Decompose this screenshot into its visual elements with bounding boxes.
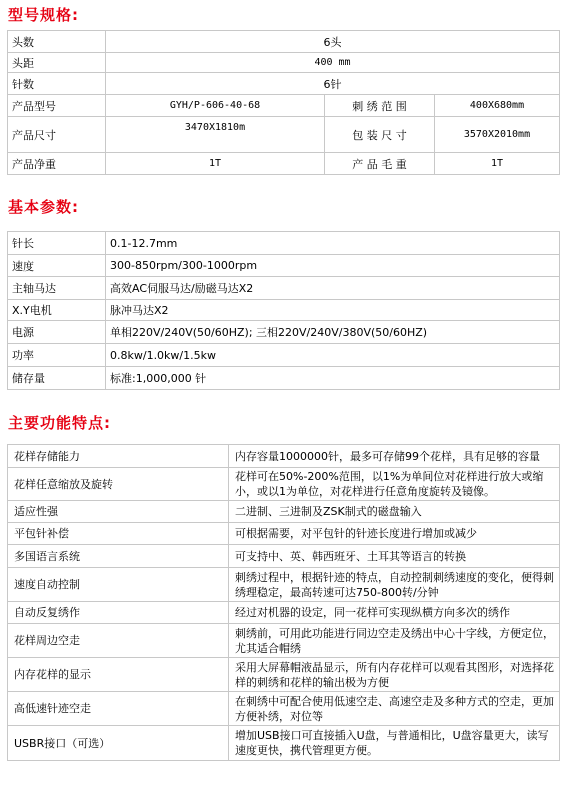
feature-value: 采用大屏幕帽液晶显示，所有内存花样可以观看其图形，对选择花样的刺绣和花样的输出极为方便	[229, 658, 560, 692]
feature-value: 花样可在50%-200%范围，以1%为单间位对花样进行放大或缩小，或以1为单位，对花样进行任意角度旋转及镜像。	[229, 468, 560, 501]
feature-value: 刺绣过程中，根据针迹的特点，自动控制刺绣速度的变化，便得刺绣理稳定，最高转速可达750-800转/分钟	[229, 568, 560, 602]
param-label: 储存量	[8, 367, 106, 390]
feature-label: 花样任意缩放及旋转	[8, 468, 229, 501]
feature-value: 增加USB接口可直接插入U盘，与普通相比，U盘容量更大，读写速度更快，携代管理更方便。	[229, 726, 560, 761]
param-row	[8, 277, 560, 300]
feature-label: 多国语言系统	[8, 545, 229, 568]
param-row	[8, 367, 560, 390]
feature-label: 平包针补偿	[8, 523, 229, 545]
size-value: 3470X1810m	[106, 117, 325, 153]
param-value: 0.1-12.7mm	[106, 232, 560, 255]
pack-value: 3570X2010mm	[435, 117, 560, 153]
heads-label: 头数	[8, 31, 106, 53]
feature-label: 高低速针迹空走	[8, 692, 229, 726]
feature-label: 速度自动控制	[8, 568, 229, 602]
feature-value: 刺绣前，可用此功能进行同边空走及绣出中心十字线，方便定位，尤其适合帽绣	[229, 624, 560, 658]
feature-label: 花样存储能力	[8, 445, 229, 468]
param-value: 标准:1,000,000 针	[106, 367, 560, 390]
gross-value: 1T	[435, 153, 560, 175]
feature-value: 可支持中、英、韩西班牙、土耳其等语言的转换	[229, 545, 560, 568]
feature-label: USBR接口（可选）	[8, 726, 229, 761]
feature-row	[8, 468, 560, 501]
feature-value: 可根据需要，对平包针的针迹长度进行增加或减少	[229, 523, 560, 545]
param-value: 300-850rpm/300-1000rpm	[106, 255, 560, 277]
feature-label: 花样周边空走	[8, 624, 229, 658]
feature-value: 内存容量1000000针，最多可存储99个花样，具有足够的容量	[229, 445, 560, 468]
needles-value: 6针	[106, 73, 560, 95]
needles-label: 针数	[8, 73, 106, 95]
feature-row	[8, 602, 560, 624]
specs-row-heads	[8, 31, 560, 53]
features-heading: 主要功能特点:	[8, 414, 111, 432]
specs-table	[7, 30, 560, 175]
feature-row	[8, 545, 560, 568]
feature-row	[8, 445, 560, 468]
param-row	[8, 321, 560, 344]
specs-heading: 型号规格:	[8, 6, 79, 24]
param-row	[8, 232, 560, 255]
feature-row	[8, 501, 560, 523]
features-table	[7, 444, 560, 761]
pack-label: 包 装 尺 寸	[325, 117, 435, 153]
spacing-value: 400 mm	[106, 53, 560, 73]
net-label: 产品净重	[8, 153, 106, 175]
feature-row	[8, 523, 560, 545]
model-label: 产品型号	[8, 95, 106, 117]
specs-row-needles	[8, 73, 560, 95]
param-value: 高效AC伺服马达/励磁马达X2	[106, 277, 560, 300]
param-label: 针长	[8, 232, 106, 255]
feature-row	[8, 658, 560, 692]
param-value: 单相220V/240V(50/60HZ); 三相220V/240V/380V(50/60HZ)	[106, 321, 560, 344]
params-table	[7, 231, 560, 390]
param-value: 脉冲马达X2	[106, 300, 560, 321]
param-label: 速度	[8, 255, 106, 277]
specs-row-model	[8, 95, 560, 117]
feature-label: 适应性强	[8, 501, 229, 523]
feature-row	[8, 568, 560, 602]
specs-row-weight	[8, 153, 560, 175]
param-row	[8, 344, 560, 367]
param-label: X.Y电机	[8, 300, 106, 321]
feature-value: 二进制、三进制及ZSK制式的磁盘输入	[229, 501, 560, 523]
spacing-label: 头距	[8, 53, 106, 73]
model-value: GYH/P-606-40-68	[106, 95, 325, 117]
param-label: 主轴马达	[8, 277, 106, 300]
basic-heading: 基本参数:	[8, 198, 79, 216]
feature-row	[8, 726, 560, 761]
specs-row-spacing	[8, 53, 560, 73]
size-label: 产品尺寸	[8, 117, 106, 153]
param-row	[8, 255, 560, 277]
param-value: 0.8kw/1.0kw/1.5kw	[106, 344, 560, 367]
specs-row-size	[8, 117, 560, 153]
feature-value: 在刺绣中可配合使用低速空走、高速空走及多种方式的空走，更加方便补绣，对位等	[229, 692, 560, 726]
param-row	[8, 300, 560, 321]
param-label: 电源	[8, 321, 106, 344]
param-label: 功率	[8, 344, 106, 367]
feature-row	[8, 624, 560, 658]
net-value: 1T	[106, 153, 325, 175]
feature-label: 内存花样的显示	[8, 658, 229, 692]
feature-row	[8, 692, 560, 726]
gross-label: 产 品 毛 重	[325, 153, 435, 175]
area-value: 400X680mm	[435, 95, 560, 117]
area-label: 刺 绣 范 围	[325, 95, 435, 117]
feature-label: 自动反复绣作	[8, 602, 229, 624]
heads-value: 6头	[106, 31, 560, 53]
feature-value: 经过对机器的设定，同一花样可实现纵横方向多次的绣作	[229, 602, 560, 624]
